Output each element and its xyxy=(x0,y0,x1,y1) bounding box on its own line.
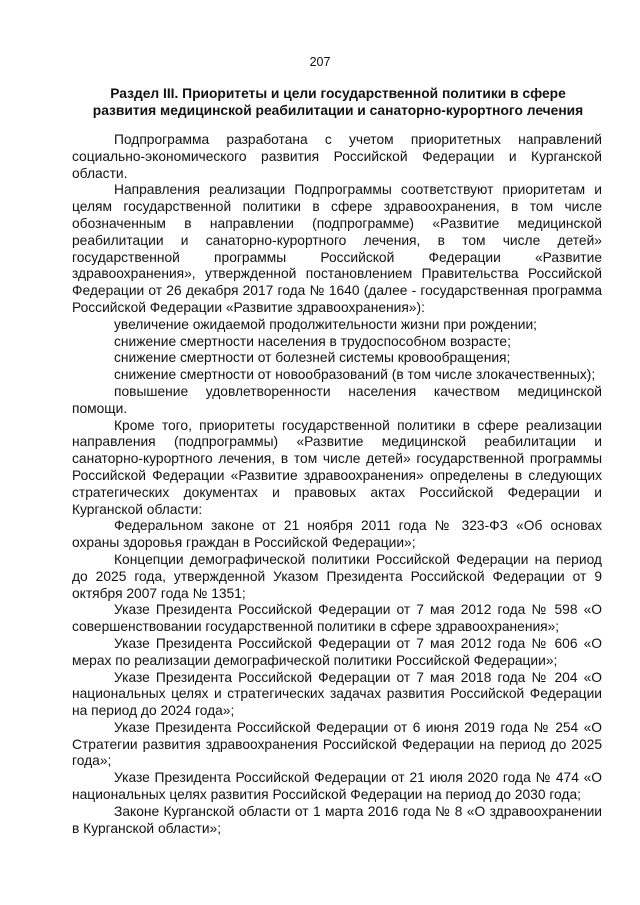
list-item: Концепции демографической политики Российской Федерации на период до 2025 года, утвержденной Указом Президента Российской Федерации от 9 октября 2007 года № 1351; xyxy=(72,551,602,601)
list-item: повышение удовлетворенности населения качеством медицинской помощи. xyxy=(72,383,602,416)
list-item: Законе Курганской области от 1 марта 2016 года № 8 «О здравоохранении в Курганской области»; xyxy=(72,803,602,836)
list-item: Указе Президента Российской Федерации от 7 мая 2012 года № 598 «О совершенствовании государственной политики в сфере здравоохранения»; xyxy=(72,602,602,635)
list-item: Федеральном законе от 21 ноября 2011 года № 323-ФЗ «Об основах охраны здоровья граждан в Российской Федерации»; xyxy=(72,518,602,551)
paragraph-intro: Подпрограмма разработана с учетом приоритетных направлений социально-экономического развития Российской Федерации и Курганской области. xyxy=(72,132,602,181)
section-heading-line-2: развития медицинской реабилитации и санаторно-курортного лечения xyxy=(92,103,584,118)
list-item: снижение смертности от новообразований (в том числе злокачественных); xyxy=(114,367,596,383)
paragraph-priorities: Кроме того, приоритеты государственной политики в сфере реализации направления (подпрограммы) «Развитие медицинской реабилитации и санаторно-курортного лечения, в том числе детей» государственной программы Российской Федерации «Развитие здравоохранения» определены в следующих стратегических документах и правовых актах Российской Федерации и Курганской области: xyxy=(72,417,602,517)
list-item: Указе Президента Российской Федерации от 7 мая 2018 года № 204 «О национальных целях и стратегических задачах развития Российской Федерации на период до 2024 года»; xyxy=(72,669,602,719)
list-item: снижение смертности от болезней системы кровообращения; xyxy=(114,350,511,366)
document-body xyxy=(72,132,602,837)
section-heading xyxy=(72,85,604,119)
list-item: увеличение ожидаемой продолжительности жизни при рождении; xyxy=(114,316,537,332)
list-item: Указе Президента Российской Федерации от 21 июля 2020 года № 474 «О национальных целях развития Российской Федерации на период до 2030 года; xyxy=(72,770,602,803)
page-number: 207 xyxy=(309,55,331,69)
section-heading-line-1: Раздел III. Приоритеты и цели государственной политики в сфере xyxy=(110,86,566,101)
paragraph-directions: Направления реализации Подпрограммы соответствуют приоритетам и целям государственной политики в сфере здравоохранения, в том числе обозначенным в направлении (подпрограмме) «Развитие медицинской реабилитации и санаторно-курортного лечения, в том числе детей» государственной программы Российской Федерации «Развитие здравоохранения», утвержденной постановлением Правительства Российской Федерации от 26 декабря 2017 года № 1640 (далее - государственная программа Российской Федерации «Развитие здравоохранения»): xyxy=(72,182,602,315)
list-item: Указе Президента Российской Федерации от 6 июня 2019 года № 254 «О Стратегии развития здравоохранения Российской Федерации на период до 2025 года»; xyxy=(72,719,602,769)
list-item: Указе Президента Российской Федерации от 7 мая 2012 года № 606 «О мерах по реализации демографической политики Российской Федерации»; xyxy=(72,635,602,668)
list-item: снижение смертности населения в трудоспособном возрасте; xyxy=(114,333,511,349)
